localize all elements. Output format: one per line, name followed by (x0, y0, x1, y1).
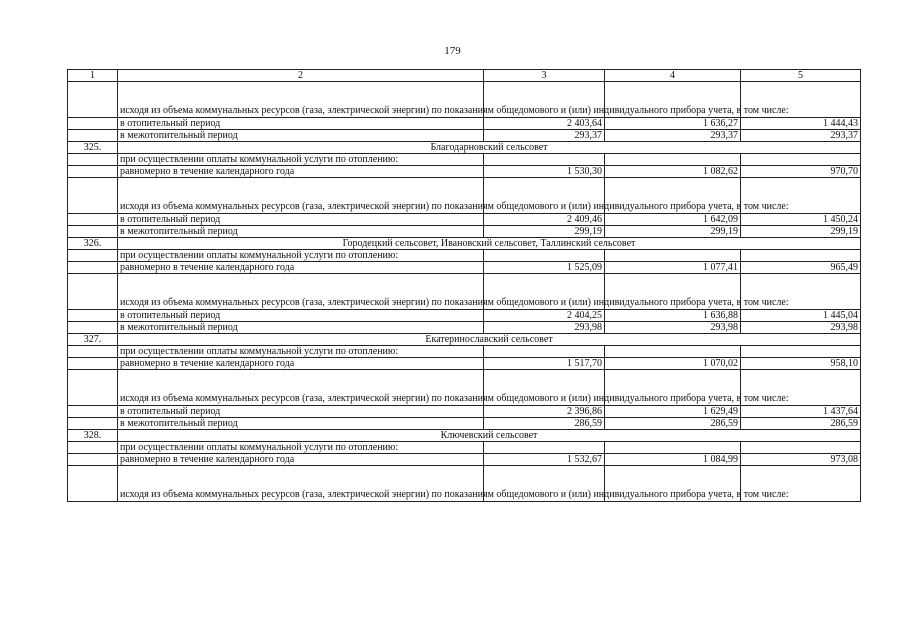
table-row (68, 130, 861, 142)
value-col3 (484, 346, 605, 358)
table-row (68, 166, 861, 178)
value-col5 (741, 154, 861, 166)
index-cell (68, 406, 118, 418)
value-col5 (741, 250, 861, 262)
value-col3: 1 532,67 (484, 454, 605, 466)
value-col4 (605, 154, 741, 166)
section-index: 325. (68, 142, 118, 154)
table-row (68, 274, 861, 310)
value-col5: 965,49 (741, 262, 861, 274)
index-cell (68, 250, 118, 262)
value-col5: 958,10 (741, 358, 861, 370)
value-col4: 293,37 (605, 130, 741, 142)
column-header: 5 (741, 70, 861, 82)
index-cell (68, 346, 118, 358)
value-col4: 1 636,88 (605, 310, 741, 322)
table-row (68, 82, 861, 118)
row-label: при осуществлении оплаты коммунальной услуги по отоплению: (118, 442, 484, 454)
section-row (68, 142, 861, 154)
index-cell (68, 442, 118, 454)
value-col3: 2 409,46 (484, 214, 605, 226)
value-col5: 973,08 (741, 454, 861, 466)
table-row (68, 370, 861, 406)
value-col3: 286,59 (484, 418, 605, 430)
value-col4 (605, 442, 741, 454)
value-col3: 299,19 (484, 226, 605, 238)
index-cell (68, 130, 118, 142)
value-col4: 286,59 (605, 418, 741, 430)
value-col4: 1 636,27 (605, 118, 741, 130)
value-col4: 1 084,99 (605, 454, 741, 466)
index-cell (68, 322, 118, 334)
table-row (68, 454, 861, 466)
section-row (68, 238, 861, 250)
row-label: в отопительный период (118, 214, 484, 226)
row-label: равномерно в течение календарного года (118, 358, 484, 370)
row-label: в межотопительный период (118, 130, 484, 142)
index-cell (68, 274, 118, 310)
column-header: 2 (118, 70, 484, 82)
index-cell (68, 262, 118, 274)
row-label: исходя из объема коммунальных ресурсов (газа, электрической энергии) по показаниям общедомового и (или) индивидуального прибора учета, в том числе: (118, 274, 484, 310)
table-row (68, 418, 861, 430)
value-col5: 293,98 (741, 322, 861, 334)
section-index: 328. (68, 430, 118, 442)
table-body (68, 82, 861, 502)
table-row (68, 310, 861, 322)
row-label: в отопительный период (118, 118, 484, 130)
section-title: Благодарновский сельсовет (118, 142, 861, 154)
section-title: Городецкий сельсовет, Ивановский сельсовет, Таллинский сельсовет (118, 238, 861, 250)
value-col3: 293,98 (484, 322, 605, 334)
value-col3: 293,37 (484, 130, 605, 142)
value-col5: 286,59 (741, 418, 861, 430)
value-col5: 1 444,43 (741, 118, 861, 130)
row-label: исходя из объема коммунальных ресурсов (газа, электрической энергии) по показаниям общедомового и (или) индивидуального прибора учета, в том числе: (118, 178, 484, 214)
row-label: исходя из объема коммунальных ресурсов (газа, электрической энергии) по показаниям общедомового и (или) индивидуального прибора учета, в том числе: (118, 82, 484, 118)
value-col5 (741, 442, 861, 454)
row-label: в межотопительный период (118, 322, 484, 334)
page-number: 179 (444, 45, 461, 57)
value-col5: 299,19 (741, 226, 861, 238)
value-col4: 1 629,49 (605, 406, 741, 418)
index-cell (68, 154, 118, 166)
section-row (68, 334, 861, 346)
value-col4: 1 077,41 (605, 262, 741, 274)
section-row (68, 430, 861, 442)
row-label: в межотопительный период (118, 418, 484, 430)
index-cell (68, 454, 118, 466)
value-col4 (605, 250, 741, 262)
table-row (68, 322, 861, 334)
index-cell (68, 310, 118, 322)
index-cell (68, 166, 118, 178)
index-cell (68, 466, 118, 502)
row-label: в отопительный период (118, 310, 484, 322)
table-row (68, 250, 861, 262)
table-row (68, 406, 861, 418)
value-col4: 1 642,09 (605, 214, 741, 226)
index-cell (68, 418, 118, 430)
index-cell (68, 370, 118, 406)
section-index: 327. (68, 334, 118, 346)
index-cell (68, 226, 118, 238)
row-label: исходя из объема коммунальных ресурсов (газа, электрической энергии) по показаниям общедомового и (или) индивидуального прибора учета, в том числе: (118, 370, 484, 406)
column-header: 1 (68, 70, 118, 82)
tariff-table (67, 69, 861, 502)
value-col4: 1 082,62 (605, 166, 741, 178)
table-row (68, 118, 861, 130)
table-row (68, 358, 861, 370)
column-number-row (68, 70, 861, 82)
table-row (68, 154, 861, 166)
index-cell (68, 118, 118, 130)
index-cell (68, 178, 118, 214)
row-label: в межотопительный период (118, 226, 484, 238)
value-col5: 1 445,04 (741, 310, 861, 322)
table-row (68, 226, 861, 238)
column-header: 4 (605, 70, 741, 82)
value-col5: 1 450,24 (741, 214, 861, 226)
table-row (68, 466, 861, 502)
table-row (68, 214, 861, 226)
value-col3 (484, 154, 605, 166)
value-col3 (484, 250, 605, 262)
value-col5 (741, 346, 861, 358)
value-col3: 2 404,25 (484, 310, 605, 322)
value-col3: 1 517,70 (484, 358, 605, 370)
value-col3: 2 403,64 (484, 118, 605, 130)
row-label: равномерно в течение календарного года (118, 262, 484, 274)
table-row (68, 346, 861, 358)
section-title: Екатеринославский сельсовет (118, 334, 861, 346)
index-cell (68, 82, 118, 118)
value-col5: 1 437,64 (741, 406, 861, 418)
value-col4: 293,98 (605, 322, 741, 334)
row-label: при осуществлении оплаты коммунальной услуги по отоплению: (118, 346, 484, 358)
value-col4 (605, 346, 741, 358)
value-col3: 2 396,86 (484, 406, 605, 418)
value-col3 (484, 442, 605, 454)
column-header: 3 (484, 70, 605, 82)
value-col4: 1 070,02 (605, 358, 741, 370)
value-col5: 293,37 (741, 130, 861, 142)
index-cell (68, 214, 118, 226)
table-row (68, 262, 861, 274)
row-label: равномерно в течение календарного года (118, 454, 484, 466)
value-col4: 299,19 (605, 226, 741, 238)
table-row (68, 178, 861, 214)
value-col3: 1 525,09 (484, 262, 605, 274)
row-label: в отопительный период (118, 406, 484, 418)
value-col5: 970,70 (741, 166, 861, 178)
index-cell (68, 358, 118, 370)
section-index: 326. (68, 238, 118, 250)
row-label: при осуществлении оплаты коммунальной услуги по отоплению: (118, 154, 484, 166)
row-label: при осуществлении оплаты коммунальной услуги по отоплению: (118, 250, 484, 262)
value-col3: 1 530,30 (484, 166, 605, 178)
row-label: равномерно в течение календарного года (118, 166, 484, 178)
table-row (68, 442, 861, 454)
row-label: исходя из объема коммунальных ресурсов (газа, электрической энергии) по показаниям общедомового и (или) индивидуального прибора учета, в том числе: (118, 466, 484, 502)
section-title: Ключевский сельсовет (118, 430, 861, 442)
